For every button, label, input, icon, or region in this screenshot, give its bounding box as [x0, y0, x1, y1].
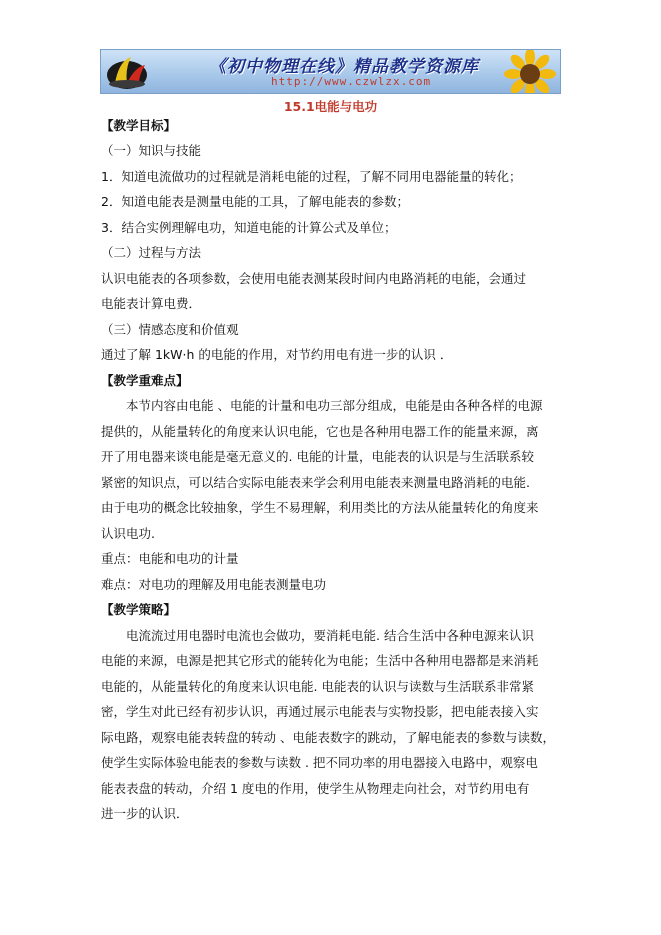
text-line: 通过了解 1kW·h 的电能的作用，对节约用电有进一步的认识 ． — [101, 347, 453, 362]
text-line: 1．知道电流做功的过程就是消耗电能的过程，了解不同用电器能量的转化； — [101, 169, 522, 184]
section-heading-strategy: 【教学策略】 — [101, 602, 177, 617]
banner-url: http://www.czwlzx.com — [271, 75, 432, 88]
difficult-point-line: 难点：对电功的理解及用电能表测量电功 — [101, 577, 327, 592]
text-line: 2．知道电能表是测量电能的工具，了解电能表的参数； — [101, 194, 409, 209]
text-line: 电流流过用电器时电流也会做功，要消耗电能. 结合生活中各种电源来认识 — [101, 628, 534, 643]
text-line: 电能的来源，电源是把其它形式的能转化为电能；生活中各种用电器都是来消耗 — [101, 653, 539, 668]
section-heading-key-points: 【教学重难点】 — [101, 373, 189, 388]
text-line: 电能的，从能量转化的角度来认识电能. 电能表的认识与读数与生活联系非常紧 — [101, 679, 534, 694]
text-line: 由于电功的概念比较抽象，学生不易理解，利用类比的方法从能量转化的角度来 — [101, 500, 539, 515]
text-line: 提供的，从能量转化的角度来认识电能，它也是各种用电器工作的能量来源，离 — [101, 424, 539, 439]
subheading-process: （二）过程与方法 — [101, 245, 202, 260]
text-line: 进一步的认识． — [101, 806, 189, 821]
site-logo-icon — [105, 53, 149, 91]
text-line: 紧密的知识点，可以结合实际电能表来学会利用电能表来测量电路消耗的电能. — [101, 475, 530, 490]
text-line: 本节内容由电能 、电能的计量和电功三部分组成，电能是由各种各样的电源 — [101, 398, 543, 413]
text-line: 际电路，观察电能表转盘的转动 、电能表数字的跳动，了解电能表的参数与读数， — [101, 730, 555, 745]
text-line: 认识电能表的各项参数，会使用电能表测某段时间内电路消耗的电能，会通过 — [101, 271, 527, 286]
text-line: 使学生实际体验电能表的参数与读数 . 把不同功率的用电器接入电路中，观察电 — [101, 755, 538, 770]
sunflower-icon — [488, 50, 558, 94]
subheading-knowledge: （一）知识与技能 — [101, 143, 202, 158]
section-heading-objectives: 【教学目标】 — [101, 118, 177, 133]
document-title: 15.1电能与电功 — [283, 99, 378, 114]
text-line: 密，学生对此已经有初步认识，再通过展示电能表与实物投影，把电能表接入实 — [101, 704, 539, 719]
text-line: 开了用电器来谈电能是毫无意义的. 电能的计量，电能表的认识是与生活联系较 — [101, 449, 534, 464]
text-line: 能表表盘的转动，介绍 1 度电的作用，使学生从物理走向社会，对节约用电有 — [101, 781, 530, 796]
banner-title: 《初中物理在线》精品教学资源库 — [209, 57, 479, 77]
key-point-line: 重点：电能和电功的计量 — [101, 551, 239, 566]
text-line: 3．结合实例理解电功，知道电能的计算公式及单位； — [101, 220, 397, 235]
text-line: 认识电功. — [101, 526, 155, 541]
subheading-attitude: （三）情感态度和价值观 — [101, 322, 239, 337]
text-line: 电能表计算电费． — [101, 296, 202, 311]
header-banner — [100, 49, 561, 94]
